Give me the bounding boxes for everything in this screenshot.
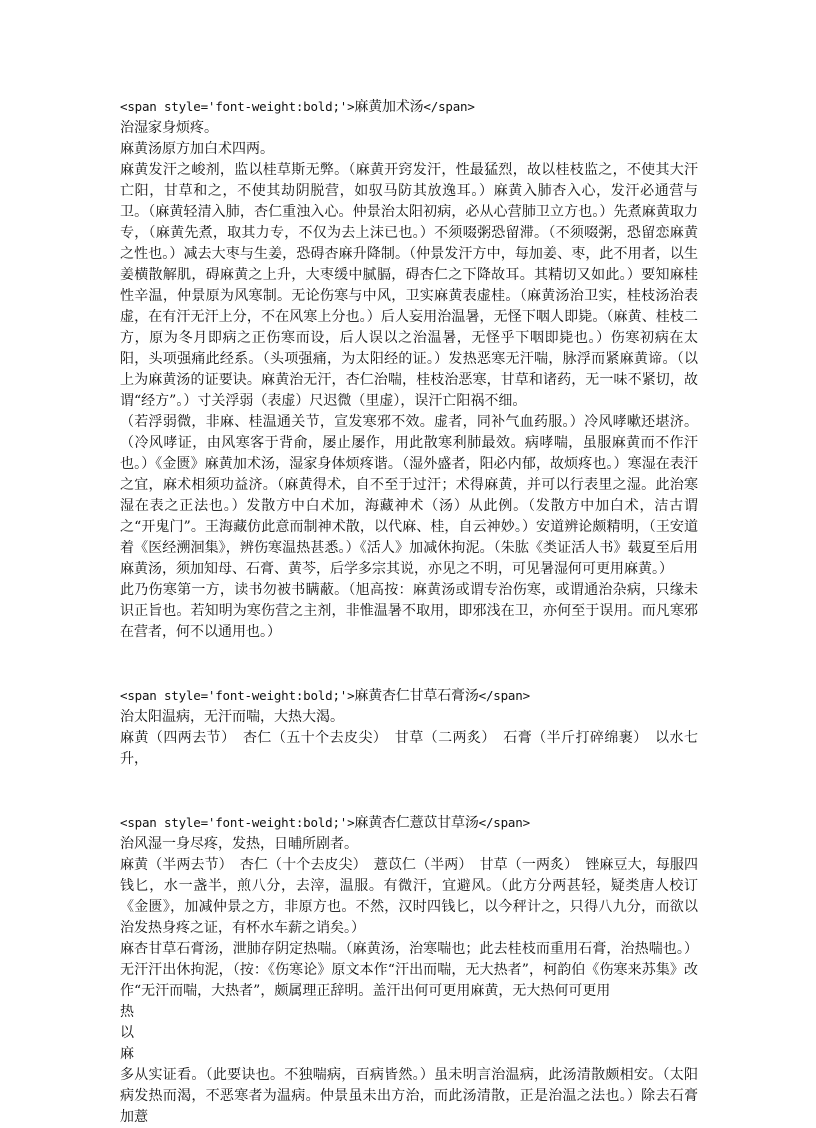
section-3-line: 多从实证看。（此要诀也。不独喘病，百病皆然。）虽未明言治温病，此汤清散颇相安。（太阳病发热而渴，不恶寒者为温病。仲景虽未出方治，而此汤清散，正是治温之法也。）除去石膏加薏: [120, 1067, 698, 1125]
section-1-tag-close: </span>: [423, 99, 475, 114]
section-spacer: [120, 770, 698, 812]
section-1-line: 此乃伤寒第一方，读书勿被书瞒蔽。（旭高按：麻黄汤或谓专治伤寒，或谓通治杂病，只缘未识正旨也。若知明为寒伤营之主剂，非惟温暑不取用，即邪浅在卫，亦何至于误用。而凡寒邪在营者，何不以通用也。）: [120, 582, 698, 640]
section-1-line: 治湿家身烦疼。: [120, 120, 218, 136]
section-3-line: 热: [120, 1004, 134, 1020]
section-3-tag-close: </span>: [478, 815, 530, 830]
section-3-title: 麻黄杏仁薏苡甘草汤: [354, 815, 479, 831]
section-2-tag-open: <span style='font-weight:bold;'>: [120, 688, 355, 703]
section-spacer: [120, 643, 698, 685]
section-1-tag-open: <span style='font-weight:bold;'>: [120, 99, 355, 114]
section-2-tag-close: </span>: [478, 688, 530, 703]
section-3-heading: [120, 812, 698, 834]
section-1-title: 麻黄加术汤: [354, 99, 424, 115]
section-3-line: 麻: [120, 1046, 134, 1062]
section-3-tag-open: <span style='font-weight:bold;'>: [120, 815, 355, 830]
section-1-line: 麻黄汤原方加白术四两。: [120, 141, 274, 157]
section-3-line: 麻杏甘草石膏汤，泄肺存阴定热喘。（麻黄汤，治寒喘也；此去桂枝而重用石膏，治热喘也。）无汗汗出休拘泥，（按：《伤寒论》原文本作“汗出而喘，无大热者”，柯韵伯《伤寒来苏集》改作“无汗而喘，大热者”，颇属理正辞明。盖汗出何可更用麻黄，无大热何可更用: [120, 941, 698, 999]
section-2-heading: [120, 685, 698, 707]
section-2-line: 治太阳温病，无汗而喘，大热大渴。: [120, 709, 344, 725]
section-2-line: 麻黄（四两去节） 杏仁（五十个去皮尖） 甘草（二两炙） 石膏（半斤打碎绵裹） 以水七升，: [120, 730, 698, 767]
section-1-line: （若浮弱微，非麻、桂温通关节，宣发寒邪不效。虚者，同补气血药服。）冷风哮嗽还堪济。（冷风哮证，由风寒客于背俞，屡止屡作，用此散寒利肺最效。病哮喘，虽服麻黄而不作汗也。）《金匮》麻黄加术汤，湿家身体烦疼谐。（湿外盛者，阳必内郁，故烦疼也。）寒湿在表汗之宜，麻术相须功益济。（麻黄得术，自不至于过汗；术得麻黄，并可以行表里之湿。此治寒湿在表之正法也。）发散方中白术加，海藏神术（汤）从此例。（发散方中加白术，洁古谓之“开鬼门”。王海藏仿此意而制神术散，以代麻、桂，自云神妙。）安道辨论颇精明，（王安道着《医经溯洄集》，辨伤寒温热甚悉。）《活人》加减休拘泥。（朱肱《类证活人书》载夏至后用麻黄汤，须加知母、石膏、黄芩，后学多宗其说，亦见之不明，可见暑湿何可更用麻黄。）: [120, 414, 698, 577]
section-3-line: 以: [120, 1025, 134, 1041]
section-3-line: 麻黄（半两去节） 杏仁（十个去皮尖） 薏苡仁（半两） 甘草（一两炙） 锉麻豆大，每服四钱匕，水一盏半，煎八分，去滓，温服。有微汗，宜避风。（此方分两甚轻，疑类唐人校订《金匮》，加减仲景之方，非原方也。不然，汉时四钱匕，以今秤计之，只得八九分，而欲以治发热身疼之证，有杯水车薪之诮矣。）: [120, 857, 698, 936]
document-page: [120, 96, 698, 1128]
section-3-line: 治风湿一身尽疼，发热，日晡所剧者。: [120, 836, 358, 852]
section-2-title: 麻黄杏仁甘草石膏汤: [354, 688, 479, 704]
section-1-heading: [120, 96, 698, 118]
section-1-line: 麻黄发汗之峻剂，监以桂草斯无弊。（麻黄开窍发汗，性最猛烈，故以桂枝监之，不使其大汗亡阳，甘草和之，不使其劫阴脱营，如驭马防其放逸耳。）麻黄入肺杏入心，发汗必通营与卫。（麻黄轻清入肺，杏仁重浊入心。仲景治太阳初病，必从心营肺卫立方也。）先煮麻黄取力专，（麻黄先煮，取其力专，不仅为去上沫已也。）不须啜粥恐留滞。（不须啜粥，恐留恋麻黄之性也。）减去大枣与生姜，恐碍杏麻升降制。（仲景发汗方中，每加姜、枣，此不用者，以生姜横散解肌，碍麻黄之上升，大枣缓中腻膈，碍杏仁之下降故耳。其精切又如此。）要知麻桂性辛温，仲景原为风寒制。无论伤寒与中风，卫实麻黄表虚桂。（麻黄汤治卫实，桂枝汤治表虚，在有汗无汗上分，不在风寒上分也。）后人妄用治温暑，无怪下咽人即毙。（麻黄、桂枝二方，原为冬月即病之正伤寒而设，后人误以之治温暑，无怪乎下咽即毙也。）伤寒初病在太阳，头项强痛此经系。（头项强痛，为太阳经的证。）发热恶寒无汗喘，脉浮而紧麻黄谛。（以上为麻黄汤的证要诀。麻黄治无汗，杏仁治喘，桂枝治恶寒，甘草和诸药，无一味不紧切，故谓“经方”。）寸关浮弱（表虚）尺迟微（里虚），误汗亡阳祸不细。: [120, 162, 698, 409]
